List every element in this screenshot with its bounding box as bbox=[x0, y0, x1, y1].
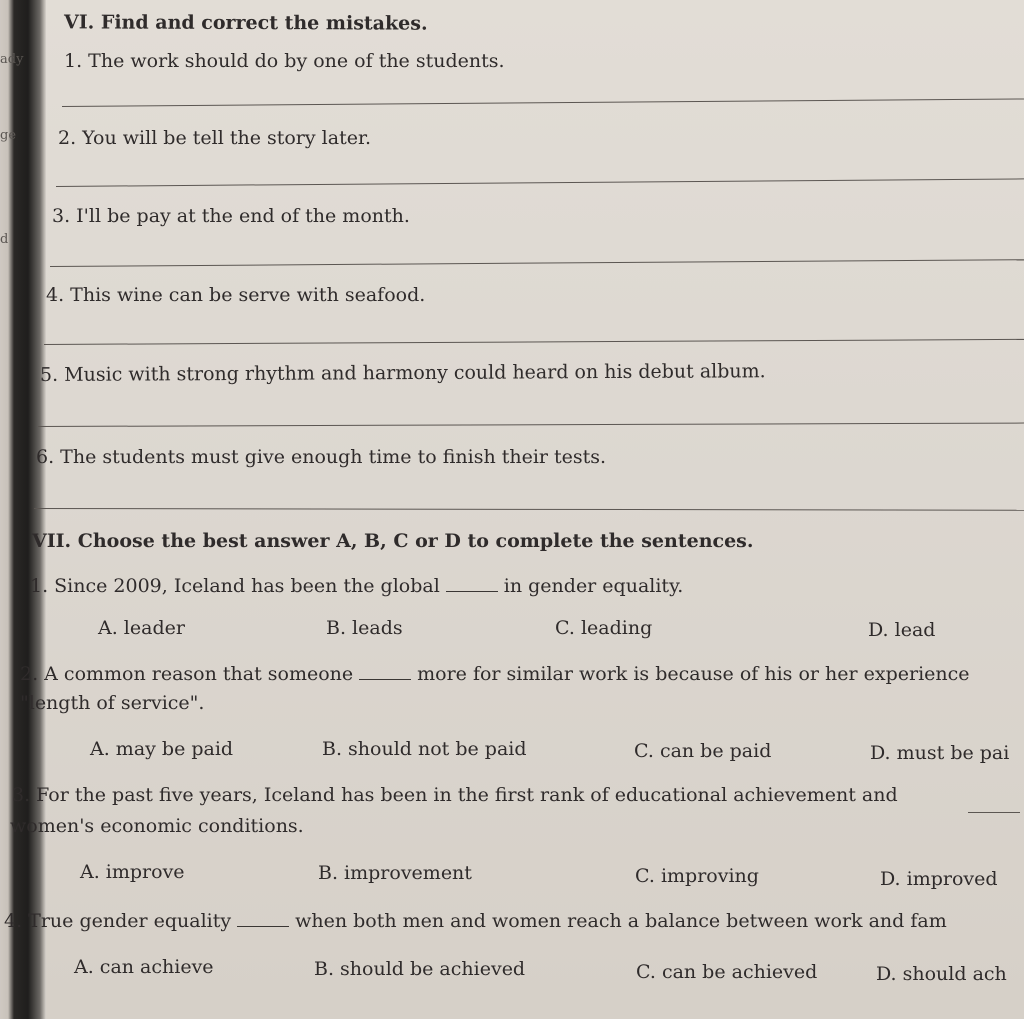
question-3: 3. For the past five years, Iceland has been in the first rank of educational achievement and bbox=[12, 784, 898, 806]
section-6-item-5: 5. Music with strong rhythm and harmony could heard on his debut album. bbox=[39, 360, 766, 386]
q1-option-b: B. leads bbox=[326, 617, 403, 639]
book-binding bbox=[0, 0, 46, 1019]
q3-option-d: D. improved bbox=[880, 868, 998, 890]
answer-line-4 bbox=[44, 339, 1024, 345]
q4-option-a: A. can achieve bbox=[74, 956, 214, 978]
margin-fragment: ge bbox=[0, 128, 17, 143]
section-6-item-3: 3. I'll be pay at the end of the month. bbox=[52, 205, 410, 227]
question-3-line-2: women's economic conditions. bbox=[10, 815, 304, 837]
q1-option-c: C. leading bbox=[555, 617, 653, 639]
q2-option-b: B. should not be paid bbox=[322, 738, 527, 760]
q3-option-c: C. improving bbox=[635, 865, 759, 887]
q2-option-a: A. may be paid bbox=[90, 738, 234, 760]
answer-line-3 bbox=[50, 259, 1024, 267]
q1-option-a: A. leader bbox=[98, 617, 185, 639]
question-2: 2. A common reason that someone more for similar work is because of his or her experience bbox=[20, 663, 970, 685]
margin-fragment: ady bbox=[0, 52, 24, 67]
answer-blank bbox=[237, 908, 289, 927]
q1-option-d: D. lead bbox=[868, 619, 936, 641]
q2-option-d: D. must be pai bbox=[870, 742, 1010, 764]
section-6-item-2: 2. You will be tell the story later. bbox=[58, 127, 371, 149]
answer-line-1 bbox=[62, 98, 1024, 107]
answer-blank bbox=[359, 661, 411, 680]
section-6-item-1: 1. The work should do by one of the students. bbox=[64, 50, 505, 72]
question-1: 1. Since 2009, Iceland has been the global in gender equality. bbox=[30, 575, 684, 597]
q2-option-c: C. can be paid bbox=[634, 740, 772, 762]
margin-fragment: d bbox=[0, 232, 9, 247]
section-7-title: VII. Choose the best answer A, B, C or D to complete the sentences. bbox=[32, 530, 754, 552]
q4-option-b: B. should be achieved bbox=[314, 958, 526, 980]
answer-line-2 bbox=[56, 178, 1024, 187]
answer-blank bbox=[968, 812, 1020, 813]
answer-blank bbox=[446, 573, 498, 592]
section-6-title: VI. Find and correct the mistakes. bbox=[63, 11, 428, 35]
section-6-item-4: 4. This wine can be serve with seafood. bbox=[46, 284, 426, 306]
q4-option-c: C. can be achieved bbox=[636, 961, 818, 983]
q3-option-b: B. improvement bbox=[318, 862, 472, 884]
question-4: 4. True gender equality when both men and women reach a balance between work and fam bbox=[4, 910, 947, 932]
question-2-line-2: "length of service". bbox=[20, 692, 205, 714]
answer-line-5 bbox=[38, 423, 1024, 427]
q3-option-a: A. improve bbox=[80, 861, 185, 883]
q4-option-d: D. should ach bbox=[876, 963, 1007, 985]
section-6-item-6: 6. The students must give enough time to finish their tests. bbox=[36, 446, 607, 468]
answer-line-6 bbox=[34, 508, 1024, 511]
